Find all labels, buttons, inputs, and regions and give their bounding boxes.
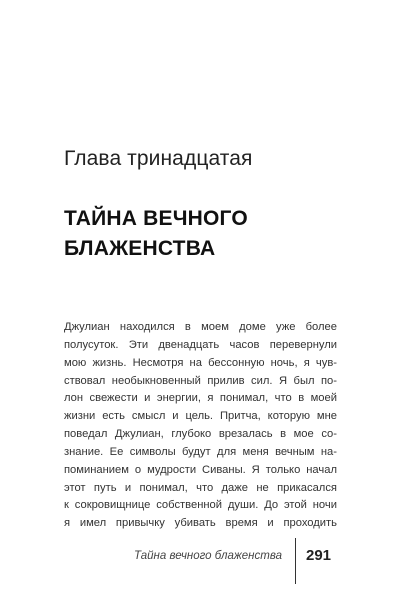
- body-paragraph: [64, 319, 337, 533]
- page-number: 291: [306, 547, 332, 564]
- page-footer: [0, 538, 400, 588]
- text-line: Джулиан находился в моем доме уже более: [64, 321, 337, 333]
- running-title: Тайна вечного блаженства: [133, 550, 282, 562]
- chapter-title: [64, 204, 248, 264]
- text-line: знание. Ее символы будут для меня вечным на-: [64, 445, 337, 458]
- text-line: поминанием о мудрости Сиваны. Я только начал: [64, 463, 337, 476]
- footer-divider: [295, 538, 296, 584]
- text-line: полусуток. Эти двенадцать часов перевернули: [64, 338, 337, 351]
- text-line: поведал Джулиан, глубоко врезалась в мое со-: [64, 428, 337, 441]
- text-line: этот путь и понимал, что даже не прикасался: [64, 481, 337, 494]
- text-line: ствовал необыкновенный прилив сил. Я был по-: [64, 374, 337, 387]
- text-line: к сокровищнице собственной души. До этой ночи: [64, 499, 337, 512]
- text-line: я имел привычку убивать время и проходить: [64, 517, 337, 530]
- text-line: жизни есть смысл и цель. Притча, которую мне: [64, 410, 337, 423]
- chapter-title-line: ТАЙНА ВЕЧНОГО: [64, 207, 248, 230]
- text-line: лон свежести и энергии, я понимал, что в моей: [64, 392, 337, 405]
- chapter-label: Глава тринадцатая: [64, 147, 253, 170]
- text-line: мою жизнь. Несмотря на бессонную ночь, я чув-: [64, 356, 337, 369]
- chapter-title-line: БЛАЖЕНСТВА: [64, 237, 216, 260]
